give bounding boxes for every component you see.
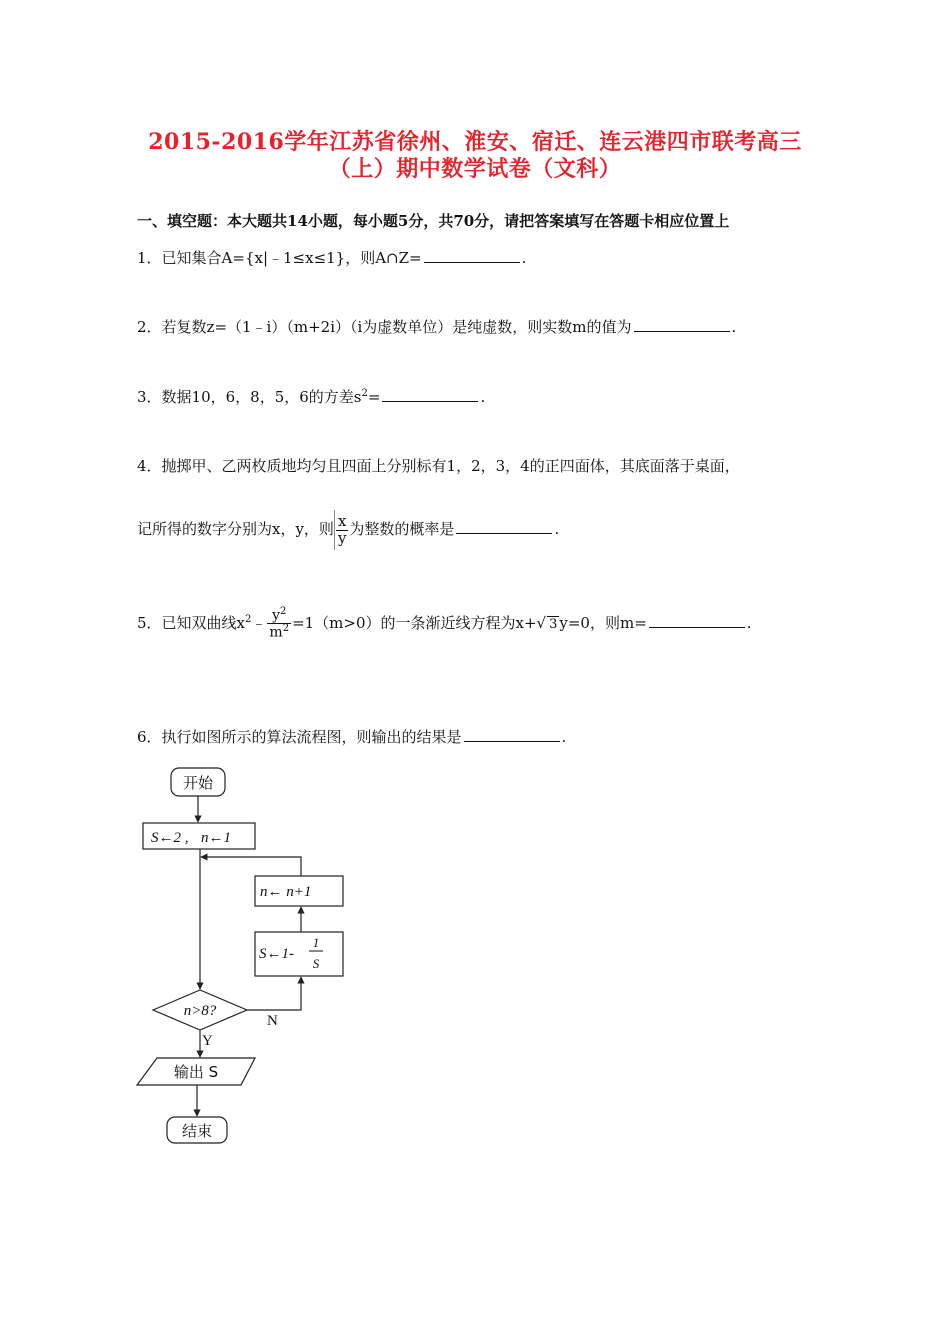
answer-blank — [424, 248, 520, 263]
fraction-x-over-y: $\frac{x}{y}$ — [337, 511, 347, 547]
question-4-line1: 4．抛掷甲、乙两枚质地均匀且四面上分别标有1，2，3，4的正四面体，其底面落于桌面， — [137, 457, 740, 475]
question-6-text: 6．执行如图所示的算法流程图，则输出的结果是 — [137, 728, 462, 746]
update-label: S←1- — [259, 946, 294, 962]
answer-blank — [382, 387, 478, 402]
init-n-label: n←1 — [201, 830, 231, 846]
question-2-text: 2．若复数z=（1﹣i）（m+2i）（i为虚数单位）是纯虚数，则实数m的值为 — [137, 318, 632, 336]
question-2: 2．若复数z=（1﹣i）（m+2i）（i为虚数单位）是纯虚数，则实数m的值为 . — [137, 318, 737, 336]
fraction-y2-over-m2: $\frac{y^2}{m^2}$ — [269, 606, 290, 641]
question-4-line2: 记所得的数字分别为x，y，则 $\frac{x}{y}$ 为整数的概率是 . — [137, 510, 559, 550]
question-1-text: 1．已知集合A={x|﹣1≤x≤1}，则A∩Z= — [137, 249, 422, 267]
update-fraction-num: 1 — [312, 935, 320, 950]
sqrt-radicand: 3 — [549, 616, 558, 632]
no-label: N — [267, 1013, 278, 1029]
question-6: 6．执行如图所示的算法流程图，则输出的结果是 . — [137, 728, 567, 746]
question-3: 3．数据10，6，8，5，6的方差$s^2=$ . — [137, 388, 486, 406]
yes-label: Y — [202, 1033, 213, 1049]
answer-blank — [649, 613, 745, 628]
output-label: 输出 S — [173, 1063, 219, 1081]
increment-label: n← n+1 — [260, 884, 312, 900]
end-label: 结束 — [181, 1122, 213, 1140]
condition-label: n>8? — [183, 1003, 217, 1019]
start-label: 开始 — [182, 774, 214, 792]
update-fraction-den: S — [312, 956, 320, 971]
answer-blank — [634, 317, 730, 332]
algorithm-flowchart — [133, 765, 348, 1145]
question-5: 5．已知双曲线$x^2﹣$ $\frac{y^2}{m^2}$ =1（m>0）的一条渐近线方程为x+√ 3 y=0，则m= . — [137, 606, 752, 641]
answer-blank — [456, 519, 552, 534]
question-3-text: 3．数据10，6，8，5，6的方差s — [137, 388, 362, 406]
section-heading: 一、填空题：本大题共14小题，每小题5分，共70分，请把答案填写在答题卡相应位置上 — [137, 212, 730, 230]
exam-title-line2: （上）期中数学试卷（文科） — [328, 156, 622, 182]
exam-title-line1: 2015-2016学年江苏省徐州、淮安、宿迁、连云港四市联考高三 — [148, 129, 802, 155]
question-1: 1．已知集合A={x|﹣1≤x≤1}，则A∩Z= . — [137, 249, 527, 267]
answer-blank — [464, 727, 560, 742]
sqrt-sign-icon: √ — [536, 613, 547, 632]
init-s-label: S←2 , — [151, 830, 189, 846]
